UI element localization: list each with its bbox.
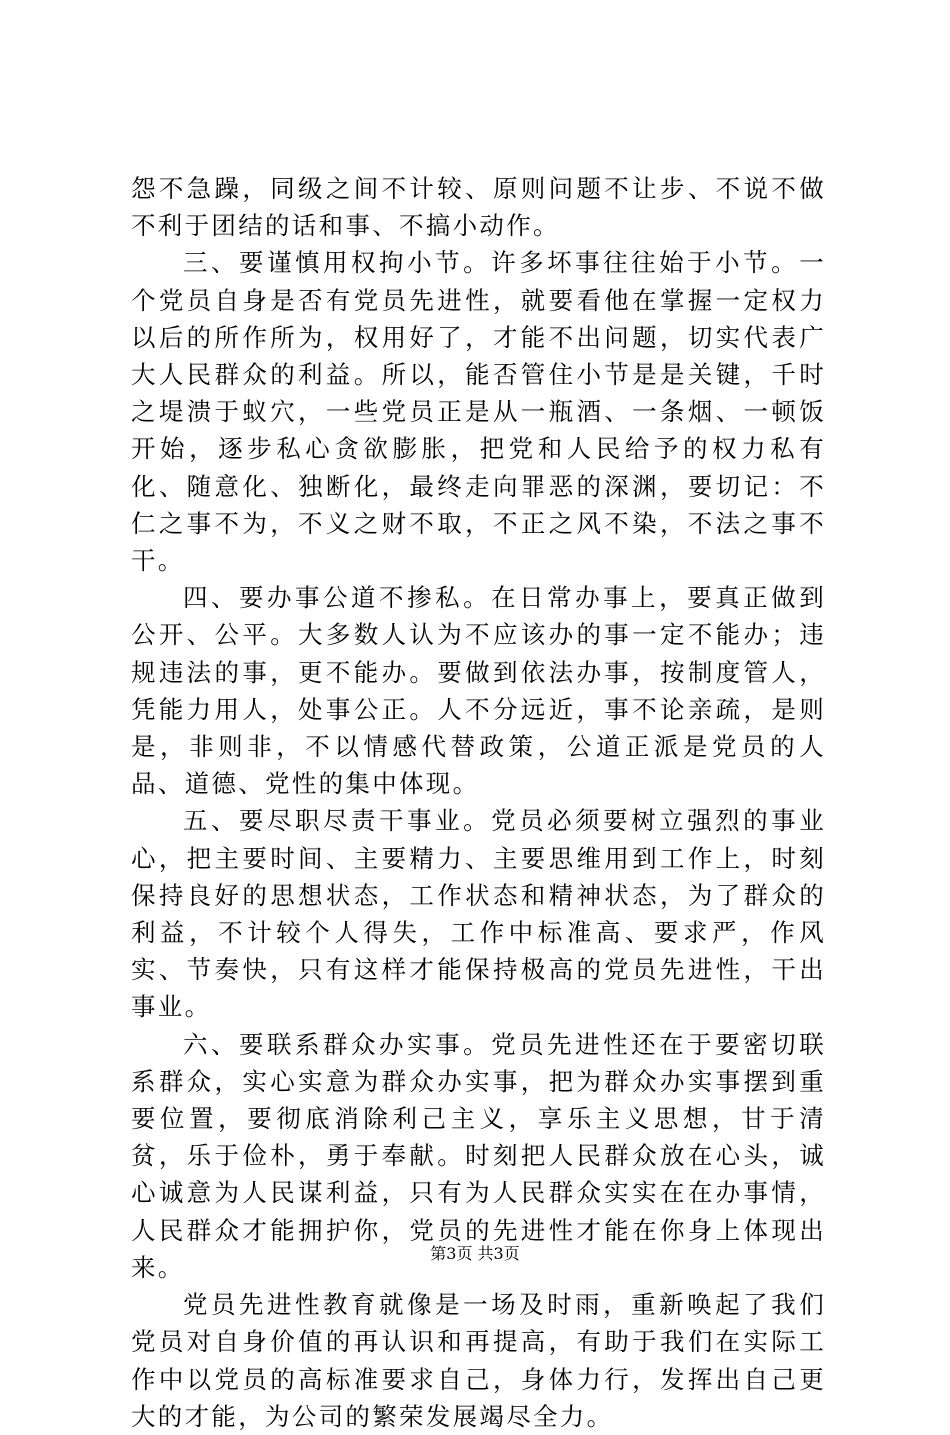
paragraph-section-five: 五、要尽职尽责干事业。党员必须要树立强烈的事业心，把主要时间、主要精力、主要思维用到工作上，时刻保持良好的思想状态，工作状态和精神状态，为了群众的利益，不计较个人得失，工作中标准高、要求严，作风实、节奏快，只有这样才能保持极高的党员先进性，干出事业。 [131, 806, 826, 1022]
paragraph-continuation: 怨不急躁，同级之间不计较、原则问题不让步、不说不做不利于团结的话和事、不搞小动作。 [131, 174, 826, 241]
paragraph-section-three: 三、要谨慎用权拘小节。许多坏事往往始于小节。一个党员自身是否有党员先进性，就要看他在掌握一定权力以后的所作所为，权用好了，才能不出问题，切实代表广大人民群众的利益。所以，能否管住小节是是关键，千时之堤溃于蚁穴，一些党员正是从一瓶酒、一条烟、一顿饭开始，逐步私心贪欲膨胀，把党和人民给予的权力私有化、随意化、独断化，最终走向罪恶的深渊，要切记：不仁之事不为，不义之财不取，不正之风不染，不法之事不干。 [131, 248, 826, 576]
paragraph-section-six: 六、要联系群众办实事。党员先进性还在于要密切联系群众，实心实意为群众办实事，把为群众办实事摆到重要位置，要彻底消除利己主义，享乐主义思想，甘于清贫，乐于俭朴，勇于奉献。时刻把人民群众放在心头，诚心诚意为人民谋利益，只有为人民群众实实在在办事情，人民群众才能拥护你，党员的先进性才能在你身上体现出来。 [131, 1029, 826, 1282]
paragraph-conclusion: 党员先进性教育就像是一场及时雨，重新唤起了我们党员对自身价值的再认识和再提高，有助于我们在实际工作中以党员的高标准要求自己，身体力行，发挥出自己更大的才能，为公司的繁荣发展竭尽全力。 [131, 1290, 826, 1431]
page-footer: 第3页 共3页 [430, 1244, 520, 1263]
paragraph-section-four: 四、要办事公道不掺私。在日常办事上，要真正做到公开、公平。大多数人认为不应该办的事一定不能办；违规违法的事，更不能办。要做到依法办事，按制度管人，凭能力用人，处事公正。人不分远近，事不论亲疏，是则是，非则非，不以情感代替政策，公道正派是党员的人品、道德、党性的集中体现。 [131, 583, 826, 799]
